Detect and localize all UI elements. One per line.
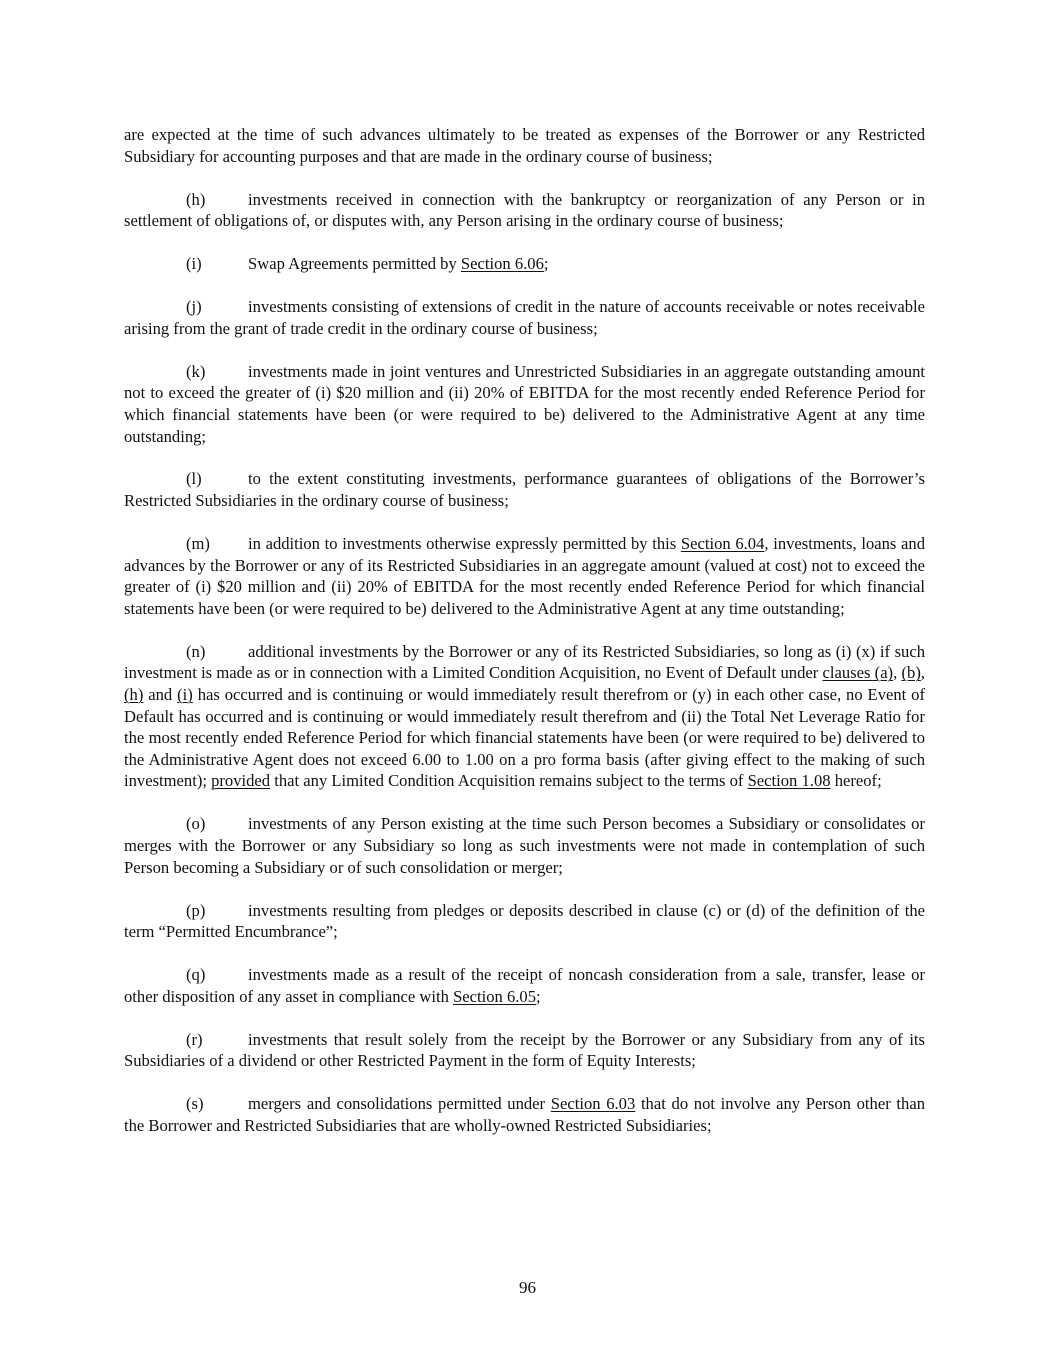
cross-reference: Section 1.08 <box>747 771 831 791</box>
clause-h <box>124 189 925 232</box>
clause-text: that any Limited Condition Acquisition remains subject to the terms of <box>270 771 748 791</box>
clause-label: (j) <box>186 297 202 317</box>
clause-text: mergers and consolidations permitted under <box>248 1094 551 1114</box>
clause-q <box>124 964 925 1007</box>
clause-text: , <box>920 663 926 683</box>
clause-label: (s) <box>186 1094 204 1114</box>
page-number: 96 <box>519 1278 536 1297</box>
clause-label: (n) <box>186 641 206 661</box>
clause-n <box>124 641 925 792</box>
cross-reference: Section 6.05 <box>453 986 537 1006</box>
clause-label: (h) <box>186 189 206 209</box>
document-body <box>124 124 925 1158</box>
cross-reference: (i) <box>177 685 193 705</box>
cross-reference: Section 6.04 <box>680 534 765 554</box>
clause-label: (o) <box>186 814 206 834</box>
clause-text: investments that result solely from the receipt by the Borrower or any Subsidiary from any of its Subsidiaries of a dividend or other Restricted Payment in the form of Equity Interests; <box>124 1029 925 1071</box>
clause-text: and <box>143 685 178 705</box>
clause-text: that do not involve any Person other than the Borrower and Restricted Subsidiaries that are wholly-owned Restricted Subsidiaries; <box>124 1094 925 1135</box>
clause-label: (k) <box>186 361 206 381</box>
clause-label: (i) <box>186 254 202 274</box>
cross-reference: Section 6.06 <box>460 254 544 274</box>
clause-label: (q) <box>186 965 206 985</box>
clause-label: (l) <box>186 469 202 489</box>
clause-text: investments resulting from pledges or deposits described in clause (c) or (d) of the definition of the term “Permitted Encumbrance”; <box>124 900 925 942</box>
cross-reference: (b) <box>901 663 921 683</box>
clause-text: ; <box>536 986 541 1006</box>
clause-text: investments made as a result of the receipt of noncash consideration from a sale, transfer, lease or other disposition of any asset in compliance with <box>124 965 925 1006</box>
cross-reference: Section 6.03 <box>550 1094 636 1114</box>
clause-text: , investments, loans and advances by the Borrower or any of its Restricted Subsidiaries in an aggregate amount (valued at cost) not to exceed the greater of (i) $20 million and (ii) 20% of EBITDA for the most recently ended Reference Period for which financial statements have been (or were required to be) delivered to the Administrative Agent at any time outstanding; <box>124 534 925 618</box>
clause-text: investments of any Person existing at the time such Person becomes a Subsidiary or consolidates or merges with the Borrower or any Subsidiary so long as such investments were not made in contemplation of such Person becoming a Subsidiary or of such consolidation or merger; <box>124 814 925 877</box>
clause-k <box>124 361 925 447</box>
continuation-paragraph <box>124 124 925 167</box>
clause-r <box>124 1029 925 1072</box>
clause-text: Swap Agreements permitted by <box>248 254 461 274</box>
clause-label: (m) <box>186 534 210 554</box>
clause-o <box>124 813 925 878</box>
clause-text: hereof; <box>830 771 882 791</box>
clause-text: investments made in joint ventures and Unrestricted Subsidiaries in an aggregate outstanding amount not to exceed the greater of (i) $20 million and (ii) 20% of EBITDA for the most recently ended Reference Period for which financial statements have been (or were required to be) delivered to the Administrative Agent at any time outstanding; <box>124 361 925 446</box>
clause-l <box>124 468 925 511</box>
cross-reference: clauses (a) <box>822 663 894 683</box>
cross-reference: (h) <box>124 685 144 705</box>
clause-text: investments received in connection with the bankruptcy or reorganization of any Person or in settlement of obligations of, or disputes with, any Person arising in the ordinary course of business; <box>124 189 925 231</box>
clause-label: (r) <box>186 1029 203 1049</box>
clause-s <box>124 1093 925 1136</box>
clause-text: ; <box>543 254 549 274</box>
clause-text: in addition to investments otherwise expressly permitted by this <box>248 534 681 554</box>
clause-text: has occurred and is continuing or would immediately result therefrom or (y) in each other case, no Event of Default has occurred and is continuing or would immediately result therefrom and (ii) the Total Net Leverage Ratio for the most recently ended Reference Period for which financial statements have been (or were required to be) delivered to the Administrative Agent does not exceed 6.00 to 1.00 on a pro forma basis (after giving effect to the making of such investment); <box>124 685 925 791</box>
clause-p <box>124 900 925 943</box>
clause-text: are expected at the time of such advances ultimately to be treated as expenses of the Borrower or any Restricted Subsidiary for accounting purposes and that are made in the ordinary course of business; <box>124 125 925 166</box>
clause-i <box>124 253 925 275</box>
cross-reference: provided <box>211 771 271 791</box>
clause-text: to the extent constituting investments, performance guarantees of obligations of the Borrower’s Restricted Subsidiaries in the ordinary course of business; <box>124 469 925 511</box>
clause-text: additional investments by the Borrower or any of its Restricted Subsidiaries, so long as (i) (x) if such investment is made as or in connection with a Limited Condition Acquisition, no Event of Default under <box>124 641 925 683</box>
paragraph-list <box>124 124 925 1136</box>
clause-label: (p) <box>186 900 206 920</box>
clause-j <box>124 296 925 339</box>
clause-text: investments consisting of extensions of credit in the nature of accounts receivable or notes receivable arising from the grant of trade credit in the ordinary course of business; <box>124 297 925 338</box>
clause-text: , <box>893 663 902 683</box>
clause-m <box>124 533 925 619</box>
